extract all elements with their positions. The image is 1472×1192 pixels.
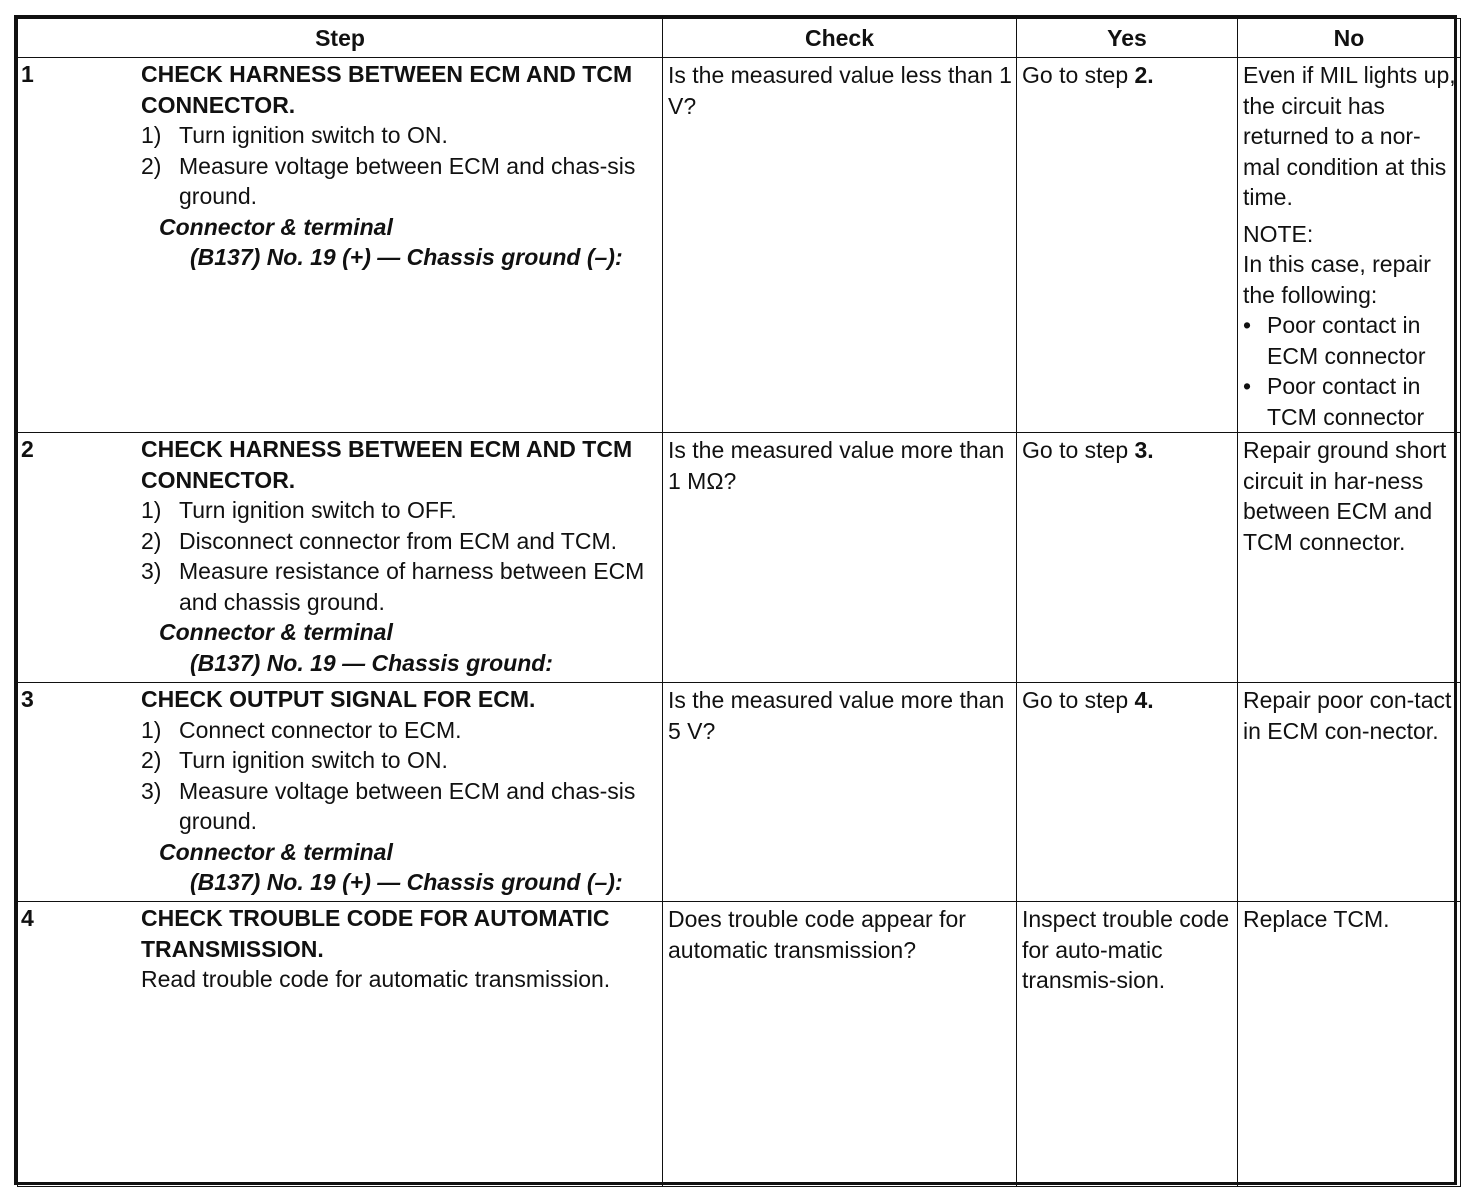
table-row (18, 683, 1461, 902)
header-no: No (1238, 19, 1461, 58)
bullet-icon: • (1243, 373, 1252, 399)
connector-label: Connector & terminal (159, 213, 393, 240)
header-check: Check (663, 19, 1017, 58)
step-number: 4 (21, 905, 34, 931)
procedure-item: 2) Turn ignition switch to ON. (141, 747, 448, 773)
yes-cell: Go to step 4. (1017, 683, 1238, 902)
step-number: 1 (21, 61, 34, 87)
no-cell: Even if MIL lights up, the circuit has returned to a nor-mal condition at this time. NOTE: In this case, repair the following: • Poor contact in ECM connector • Poor contact in TCM connector (1238, 58, 1461, 433)
yes-step-ref: 4. (1134, 687, 1154, 713)
connector-value: (B137) No. 19 (+) — Chassis ground (–): (190, 244, 623, 270)
table-row (18, 58, 1461, 433)
procedure-item: 2) Disconnect connector from ECM and TCM. (141, 527, 618, 554)
bullet-icon: • (1243, 312, 1252, 338)
step-cell (18, 433, 663, 683)
diagnostic-table (17, 18, 1461, 1187)
bullet-item: • Poor contact in TCM connector (1243, 371, 1456, 432)
header-row (18, 19, 1461, 58)
step-cell (18, 58, 663, 433)
step-title: CHECK OUTPUT SIGNAL FOR ECM. (141, 686, 536, 712)
procedure-item: 3) Measure resistance of harness between ECM and chassis ground. (141, 558, 645, 615)
bullet-item: • Poor contact in ECM connector (1243, 310, 1456, 371)
header-yes: Yes (1017, 19, 1238, 58)
yes-step-ref: 2. (1134, 62, 1154, 88)
step-title: CHECK TROUBLE CODE FOR AUTOMATIC TRANSMISSION. (141, 905, 610, 962)
check-cell: Is the measured value more than 1 MΩ? (663, 433, 1017, 683)
header-step: Step (18, 19, 663, 58)
step-title: CHECK HARNESS BETWEEN ECM AND TCM CONNECTOR. (141, 61, 633, 118)
procedure-item: 1) Turn ignition switch to OFF. (141, 497, 457, 523)
connector-label: Connector & terminal (159, 619, 393, 645)
procedure-item: 1) Turn ignition switch to ON. (141, 122, 448, 148)
yes-cell: Inspect trouble code for auto-matic transmis-sion. (1017, 902, 1238, 1187)
yes-cell: Go to step 3. (1017, 433, 1238, 683)
table-row (18, 433, 1461, 683)
note-text: In this case, repair the following: (1243, 251, 1431, 308)
procedure-item: 3) Measure voltage between ECM and chas-sis ground. (141, 777, 636, 834)
connector-value: (B137) No. 19 — Chassis ground: (190, 649, 553, 676)
step-cell (18, 683, 663, 902)
connector-label: Connector & terminal (159, 838, 393, 865)
procedure-text: Read trouble code for automatic transmission. (141, 966, 611, 992)
step-number: 2 (21, 436, 34, 462)
table-row (18, 902, 1461, 1187)
no-cell: Replace TCM. (1238, 902, 1461, 1187)
diagnostic-table-frame (14, 15, 1457, 1185)
connector-value: (B137) No. 19 (+) — Chassis ground (–): (190, 869, 623, 895)
yes-step-ref: 3. (1134, 437, 1154, 463)
yes-cell: Go to step 2. (1017, 58, 1238, 433)
check-cell: Does trouble code appear for automatic transmission? (663, 902, 1017, 1187)
procedure-item: 1) Connect connector to ECM. (141, 716, 462, 743)
procedure-item: 2) Measure voltage between ECM and chas-sis ground. (141, 152, 636, 209)
check-cell: Is the measured value less than 1 V? (663, 58, 1017, 433)
check-cell: Is the measured value more than 5 V? (663, 683, 1017, 902)
step-cell (18, 902, 663, 1187)
step-number: 3 (21, 686, 34, 712)
step-title: CHECK HARNESS BETWEEN ECM AND TCM CONNECTOR. (141, 436, 633, 493)
no-cell: Repair ground short circuit in har-ness between ECM and TCM connector. (1238, 433, 1461, 683)
note-label: NOTE: (1243, 220, 1314, 247)
no-cell: Repair poor con-tact in ECM con-nector. (1238, 683, 1461, 902)
